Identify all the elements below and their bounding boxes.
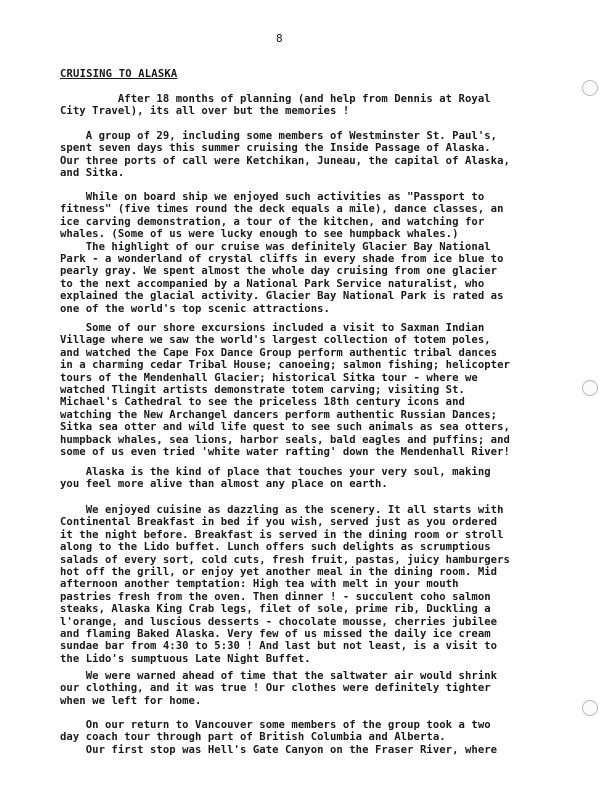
paragraph-group: A group of 29, including some members of Westminster St. Paul's, spent seven days this summer cruising the Inside Passage of Alaska. Our three ports of call were Ketchikan, Juneau, the capital of Alaska, and Sitka. [60,130,510,180]
punch-hole [582,80,598,96]
paragraph-excursions: Some of our shore excursions included a visit to Saxman Indian Village where we saw the world's largest collection of totem poles, and watched the Cape Fox Dance Group perform authentic tribal dances in a charming cedar Tribal House; canoeing; salmon fishing; helicopter tours of the Mendenhall Glacier; historical Sitka tour - where we watched Tlingit artists demonstrate totem carving; visiting St. Michael's Cathedral to see the priceless 18th century icons and watching the New Archangel dancers perform authentic Russian Dances; Sitka sea otter and wild life quest to see such animals as sea otters, humpback whales, sea lions, harbor seals, bald eagles and puffins; and some of us even tried 'white water rafting' down the Mendenhall River! [60,322,510,459]
paragraph-intro: After 18 months of planning (and help from Dennis at Royal City Travel), its all over but the memories ! [60,93,491,118]
punch-hole [582,380,598,396]
page-number: 8 [276,32,283,45]
paragraph-alaska: Alaska is the kind of place that touches your very soul, making you feel more alive than almost any place on earth. [60,466,491,491]
paragraph-clothing: We were warned ahead of time that the saltwater air would shrink our clothing, and it was true ! Our clothes were definitely tighter when we left for home. [60,670,498,707]
paragraph-return: On our return to Vancouver some members of the group took a two day coach tour through part of British Columbia and Alberta. Our first stop was Hell's Gate Canyon on the Fraser River, where [60,719,498,756]
punch-hole [582,700,598,716]
paragraph-cuisine: We enjoyed cuisine as dazzling as the scenery. It all starts with Continental Breakfast in bed if you wish, served just as you ordered it the night before. Breakfast is served in the dining room or stroll along to the Lido buffet. Lunch offers such delights as scrumptious salads of every sort, cold cuts, fresh fruit, pastas, juicy hamburgers hot off the grill, or enjoy yet another meal in the dining room. Mid afternoon another temptation: High tea with melt in your mouth pastries fresh from the oven. Then dinner ! - succulent coho salmon steaks, Alaska King Crab legs, filet of sole, prime rib, Duckling a l'orange, and luscious desserts - chocolate mousse, cherries jubilee and flaming Baked Alaska. Very few of us missed the daily ice cream sundae bar from 4:30 to 5:30 ! And last but not least, is a visit to the Lido's sumptuous Late Night Buffet. [60,504,510,665]
article-title: CRUISING TO ALASKA [60,68,178,80]
paragraph-onboard: While on board ship we enjoyed such activities as "Passport to fitness" (five times round the deck equals a mile), dance classes, an ice carving demonstration, a tour of the kitchen, and watching for whales. (Some of us were lucky enough to see humpback whales.) The highlight of our cruise was definitely Glacier Bay National Park - a wonderland of crystal cliffs in every shade from ice blue to pearly gray. We spent almost the whole day cruising from one glacier to the next accompanied by a National Park Service naturalist, who explained the glacial activity. Glacier Bay National Park is rated as one of the world's top scenic attractions. [60,191,504,315]
